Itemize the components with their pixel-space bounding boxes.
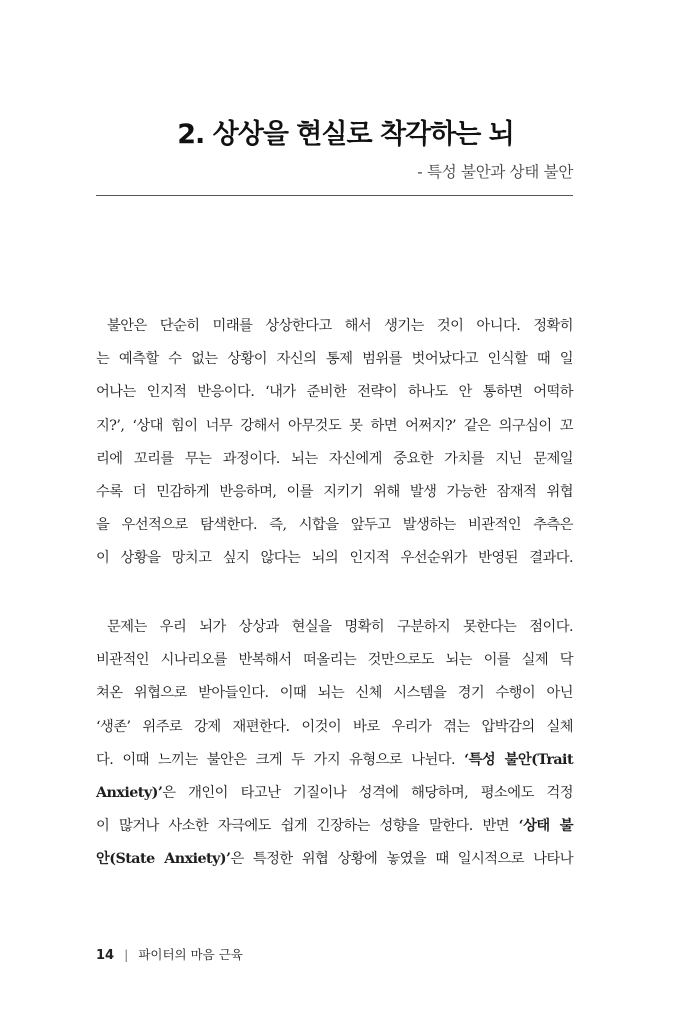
text-line: 는 예측할 수 없는 상황이 자신의 통제 범위를 벗어났다고 인식할 때 일 <box>96 351 573 368</box>
running-title: 파이터의 마음 근육 <box>138 947 243 962</box>
chapter-subtitle: - 특성 불안과 상태 불안 <box>417 163 573 181</box>
text-line: ‘생존’ 위주로 강제 재편한다. 이것이 바로 우리가 겪는 압박감의 실체 <box>96 718 573 735</box>
body-paragraph <box>96 310 573 576</box>
bold-term: ‘상태 불 <box>518 818 573 835</box>
text-line: 지?’, ‘상대 힘이 너무 강해서 아무것도 못 하면 어쩌지?’ 같은 의구심이 꼬 <box>96 417 573 434</box>
text-line <box>96 843 573 876</box>
page-number: 14 <box>96 948 115 963</box>
text-line <box>96 777 573 810</box>
text-line: 불안은 단순히 미래를 상상한다고 해서 생기는 것이 아니다. 정확히 <box>107 318 573 334</box>
text-line: 을 우선적으로 탐색한다. 즉, 시합을 앞두고 발생하는 비관적인 추측은 <box>96 517 573 534</box>
text-run: 은 특정한 위협 상황에 놓였을 때 일시적으로 나타나 <box>230 851 573 868</box>
page-footer <box>96 945 243 963</box>
bold-term: ‘특성 불안(Trait <box>464 751 573 768</box>
title-divider <box>96 195 573 196</box>
text-line: 리에 꼬리를 무는 과정이다. 뇌는 자신에게 중요한 가치를 지닌 문제일 <box>96 450 573 467</box>
text-line: 어나는 인지적 반응이다. ‘내가 준비한 전략이 하나도 안 통하면 어떡하 <box>96 384 573 401</box>
bold-term: 안(State Anxiety)’ <box>96 851 231 868</box>
text-run: 이 많거나 사소한 자극에도 쉽게 긴장하는 성향을 말한다. 반면 <box>96 818 519 835</box>
text-line <box>96 810 573 843</box>
text-run: 은 개인이 타고난 기질이나 성격에 해당하며, 평소에도 걱정 <box>162 784 573 801</box>
footer-separator: | <box>124 947 129 962</box>
text-line: 수록 더 민감하게 반응하며, 이를 지키기 위해 발생 가능한 잠재적 위협 <box>96 483 573 500</box>
text-line: 이 상황을 망치고 싶지 않다는 뇌의 인지적 우선순위가 반영된 결과다. <box>96 550 573 567</box>
text-line: 문제는 우리 뇌가 상상과 현실을 명확히 구분하지 못한다는 점이다. <box>107 619 573 635</box>
text-line <box>96 744 573 777</box>
chapter-title: 2. 상상을 현실로 착각하는 뇌 <box>177 119 514 150</box>
text-line: 쳐온 위협으로 받아들인다. 이때 뇌는 신체 시스템을 경기 수행이 아닌 <box>96 685 573 702</box>
text-line: 비관적인 시나리오를 반복해서 떠올리는 것만으로도 뇌는 이를 실제 닥 <box>96 652 573 669</box>
text-run: 다. 이때 느끼는 불안은 크게 두 가지 유형으로 나뉜다. <box>96 751 465 768</box>
body-paragraph <box>96 611 573 877</box>
bold-term: Anxiety)’ <box>96 784 163 801</box>
